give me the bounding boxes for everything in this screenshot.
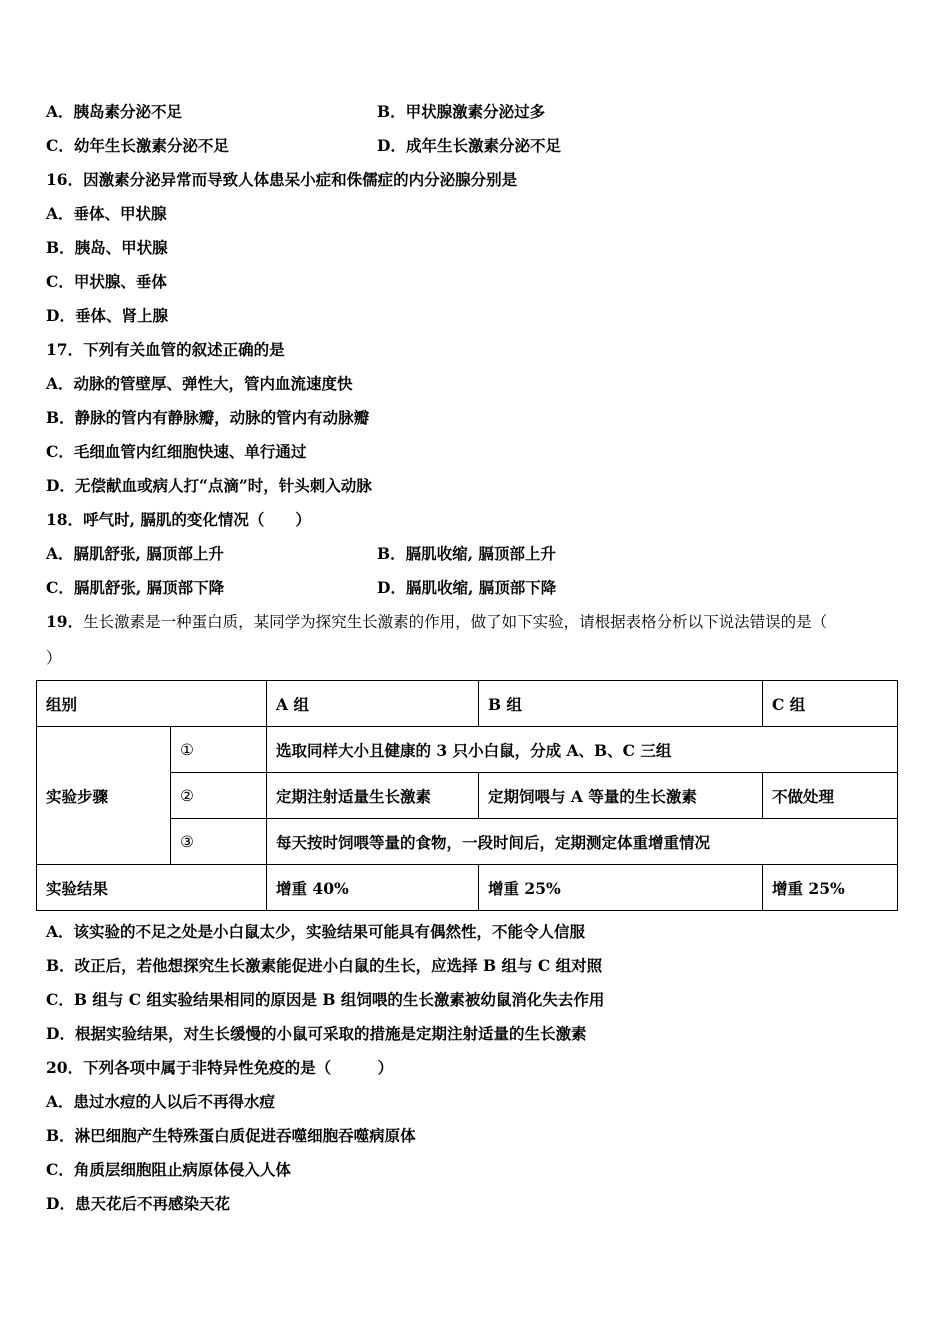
- q15-option-c: C．幼年生长激素分泌不足: [46, 136, 229, 155]
- q19-option-c: C．B 组与 C 组实验结果相同的原因是 B 组饲喂的生长激素被幼鼠消化失去作用: [46, 990, 605, 1009]
- result-a: 增重 40%: [267, 865, 479, 911]
- q15-option-a: A．胰岛素分泌不足: [46, 102, 183, 121]
- table-row-result: [37, 865, 898, 911]
- q19-option-d: D．根据实验结果，对生长缓慢的小鼠可采取的措施是定期注射适量的生长激素: [46, 1024, 587, 1043]
- q20-option-b: B．淋巴细胞产生特殊蛋白质促进吞噬细胞吞噬病原体: [46, 1126, 416, 1145]
- q20-stem: 20．下列各项中属于非特异性免疫的是（ ）: [46, 1058, 394, 1077]
- header-c: C 组: [763, 681, 898, 727]
- q17-option-b: B．静脉的管内有静脉瓣，动脉的管内有动脉瓣: [46, 408, 370, 427]
- q17-option-a: A．动脉的管壁厚、弹性大，管内血流速度快: [46, 374, 353, 393]
- q18-option-b: B．膈肌收缩, 膈顶部上升: [377, 544, 556, 563]
- q20-option-a: A．患过水痘的人以后不再得水痘: [46, 1092, 276, 1111]
- header-group: 组别: [37, 681, 267, 727]
- q15-option-b: B．甲状腺激素分泌过多: [377, 102, 546, 121]
- header-b: B 组: [479, 681, 763, 727]
- result-c: 增重 25%: [763, 865, 898, 911]
- q16-option-c: C．甲状腺、垂体: [46, 272, 167, 291]
- steps-label: 实验步骤: [37, 727, 171, 865]
- q18-option-d: D．膈肌收缩, 膈顶部下降: [377, 578, 557, 597]
- table-header-row: [37, 681, 898, 727]
- q19-stem: 19．生长激素是一种蛋白质，某同学为探究生长激素的作用，做了如下实验，请根据表格分析以下说法错误的是（: [46, 612, 828, 631]
- step1-marker: ①: [171, 727, 267, 773]
- result-b: 增重 25%: [479, 865, 763, 911]
- q18-stem: 18．呼气时, 膈肌的变化情况（ ）: [46, 510, 311, 529]
- q17-option-d: D．无偿献血或病人打“点滴”时，针头刺入动脉: [46, 476, 372, 495]
- q20-option-d: D．患天花后不再感染天花: [46, 1194, 230, 1213]
- step3-marker: ③: [171, 819, 267, 865]
- step2-a: 定期注射适量生长激素: [267, 773, 479, 819]
- step2-marker: ②: [171, 773, 267, 819]
- q15-option-d: D．成年生长激素分泌不足: [377, 136, 561, 155]
- q19-stem-end: ）: [46, 649, 62, 667]
- header-a: A 组: [267, 681, 479, 727]
- q20-option-c: C．角质层细胞阻止病原体侵入人体: [46, 1160, 291, 1179]
- q19-option-a: A．该实验的不足之处是小白鼠太少，实验结果可能具有偶然性，不能令人信服: [46, 922, 586, 941]
- q18-option-a: A．膈肌舒张, 膈顶部上升: [46, 544, 224, 563]
- q16-stem: 16．因激素分泌异常而导致人体患呆小症和侏儒症的内分泌腺分别是: [46, 170, 518, 189]
- q17-stem: 17．下列有关血管的叙述正确的是: [46, 340, 285, 359]
- step2-b: 定期饲喂与 A 等量的生长激素: [479, 773, 763, 819]
- q17-option-c: C．毛细血管内红细胞快速、单行通过: [46, 442, 307, 461]
- q16-option-d: D．垂体、肾上腺: [46, 306, 168, 325]
- step3-text: 每天按时饲喂等量的食物，一段时间后，定期测定体重增重情况: [267, 819, 898, 865]
- experiment-table: [36, 680, 898, 911]
- result-label: 实验结果: [37, 865, 267, 911]
- q16-option-b: B．胰岛、甲状腺: [46, 238, 168, 257]
- q19-option-b: B．改正后，若他想探究生长激素能促进小白鼠的生长，应选择 B 组与 C 组对照: [46, 956, 603, 975]
- q16-option-a: A．垂体、甲状腺: [46, 204, 167, 223]
- q18-option-c: C．膈肌舒张, 膈顶部下降: [46, 578, 225, 597]
- step2-c: 不做处理: [763, 773, 898, 819]
- step1-text: 选取同样大小且健康的 3 只小白鼠，分成 A、B、C 三组: [267, 727, 898, 773]
- table-row-step1: [37, 727, 898, 773]
